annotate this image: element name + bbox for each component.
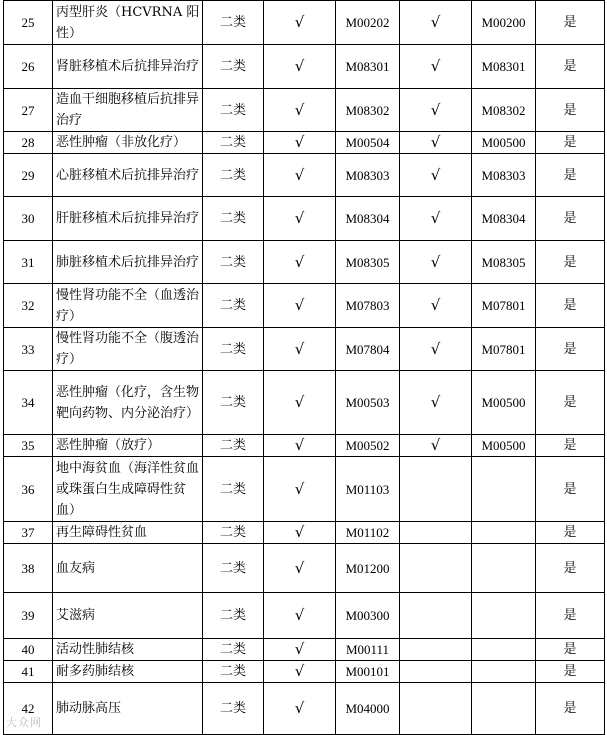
- check-mark-cell: √: [264, 639, 336, 661]
- code-cell: M01103: [336, 457, 400, 522]
- row-number-cell: 28: [4, 132, 53, 154]
- row-number-cell: 36: [4, 457, 53, 522]
- yes-cell: 是: [536, 371, 605, 435]
- category-cell: 二类: [203, 683, 264, 735]
- code-cell: [472, 457, 536, 522]
- row-number-cell: 27: [4, 89, 53, 132]
- code-cell: M00111: [336, 639, 400, 661]
- yes-cell: 是: [536, 154, 605, 197]
- check-mark-cell: √: [264, 197, 336, 241]
- check-mark-cell: √: [400, 328, 472, 371]
- row-number-cell: 39: [4, 593, 53, 639]
- check-mark-cell: [400, 593, 472, 639]
- disease-name-cell: 慢性肾功能不全（血透治疗）: [53, 284, 203, 328]
- category-cell: 二类: [203, 241, 264, 284]
- code-cell: M00101: [336, 661, 400, 683]
- disease-name-cell: 再生障碍性贫血: [53, 522, 203, 544]
- table-row: [4, 284, 605, 328]
- code-cell: M08304: [336, 197, 400, 241]
- code-cell: M08304: [472, 197, 536, 241]
- disease-name-cell: 恶性肿瘤（化疗，含生物靶向药物、内分泌治疗）: [53, 371, 203, 435]
- row-number-cell: 30: [4, 197, 53, 241]
- code-cell: M08303: [336, 154, 400, 197]
- category-cell: 二类: [203, 154, 264, 197]
- row-number-cell: 25: [4, 1, 53, 45]
- check-mark-cell: √: [264, 45, 336, 89]
- disease-name-cell: 心脏移植术后抗排异治疗: [53, 154, 203, 197]
- check-mark-cell: √: [264, 132, 336, 154]
- table-row: [4, 457, 605, 522]
- code-cell: M08301: [336, 45, 400, 89]
- yes-cell: 是: [536, 522, 605, 544]
- disease-name-cell: 活动性肺结核: [53, 639, 203, 661]
- table-row: [4, 132, 605, 154]
- check-mark-cell: √: [400, 132, 472, 154]
- check-mark-cell: √: [264, 593, 336, 639]
- row-number-cell: 33: [4, 328, 53, 371]
- check-mark-cell: [400, 683, 472, 735]
- yes-cell: 是: [536, 435, 605, 457]
- table-row: [4, 639, 605, 661]
- code-cell: [472, 522, 536, 544]
- check-mark-cell: √: [264, 328, 336, 371]
- check-mark-cell: √: [400, 371, 472, 435]
- disease-name-cell: 耐多药肺结核: [53, 661, 203, 683]
- check-mark-cell: √: [264, 544, 336, 593]
- yes-cell: 是: [536, 593, 605, 639]
- category-cell: 二类: [203, 435, 264, 457]
- disease-name-cell: 慢性肾功能不全（腹透治疗）: [53, 328, 203, 371]
- yes-cell: 是: [536, 132, 605, 154]
- check-mark-cell: √: [400, 435, 472, 457]
- check-mark-cell: √: [400, 197, 472, 241]
- disease-name-cell: 血友病: [53, 544, 203, 593]
- row-number-cell: 41: [4, 661, 53, 683]
- category-cell: 二类: [203, 284, 264, 328]
- yes-cell: 是: [536, 328, 605, 371]
- code-cell: [472, 661, 536, 683]
- check-mark-cell: √: [264, 1, 336, 45]
- check-mark-cell: √: [400, 45, 472, 89]
- row-number-cell: 42: [4, 683, 53, 735]
- category-cell: 二类: [203, 1, 264, 45]
- category-cell: 二类: [203, 593, 264, 639]
- row-number-cell: 37: [4, 522, 53, 544]
- code-cell: M08301: [472, 45, 536, 89]
- code-cell: M04000: [336, 683, 400, 735]
- row-number-cell: 34: [4, 371, 53, 435]
- disease-table: [3, 0, 605, 735]
- yes-cell: 是: [536, 639, 605, 661]
- table-row: [4, 241, 605, 284]
- table-row: [4, 661, 605, 683]
- code-cell: M08305: [336, 241, 400, 284]
- check-mark-cell: √: [264, 457, 336, 522]
- check-mark-cell: √: [400, 1, 472, 45]
- watermark-logo: 大众网: [6, 716, 42, 729]
- code-cell: M00500: [472, 371, 536, 435]
- row-number-cell: 38: [4, 544, 53, 593]
- check-mark-cell: √: [400, 154, 472, 197]
- disease-name-cell: 肝脏移植术后抗排异治疗: [53, 197, 203, 241]
- code-cell: M08302: [472, 89, 536, 132]
- disease-name-cell: 恶性肿瘤（放疗）: [53, 435, 203, 457]
- check-mark-cell: √: [400, 284, 472, 328]
- check-mark-cell: √: [400, 89, 472, 132]
- check-mark-cell: √: [400, 241, 472, 284]
- code-cell: [472, 593, 536, 639]
- row-number-cell: 32: [4, 284, 53, 328]
- disease-name-cell: 肾脏移植术后抗排异治疗: [53, 45, 203, 89]
- yes-cell: 是: [536, 284, 605, 328]
- category-cell: 二类: [203, 89, 264, 132]
- category-cell: 二类: [203, 45, 264, 89]
- category-cell: 二类: [203, 132, 264, 154]
- code-cell: M00500: [472, 435, 536, 457]
- check-mark-cell: [400, 522, 472, 544]
- row-number-cell: 40: [4, 639, 53, 661]
- table-row: [4, 544, 605, 593]
- disease-name-cell: 肺脏移植术后抗排异治疗: [53, 241, 203, 284]
- category-cell: 二类: [203, 197, 264, 241]
- code-cell: [472, 544, 536, 593]
- table-body: [4, 1, 605, 735]
- code-cell: M01102: [336, 522, 400, 544]
- check-mark-cell: [400, 661, 472, 683]
- check-mark-cell: √: [264, 284, 336, 328]
- code-cell: M00200: [472, 1, 536, 45]
- row-number-cell: 29: [4, 154, 53, 197]
- check-mark-cell: √: [264, 661, 336, 683]
- code-cell: M00503: [336, 371, 400, 435]
- row-number-cell: 26: [4, 45, 53, 89]
- disease-name-cell: 恶性肿瘤（非放化疗）: [53, 132, 203, 154]
- table-row: [4, 1, 605, 45]
- row-number-cell: 35: [4, 435, 53, 457]
- check-mark-cell: [400, 457, 472, 522]
- table-row: [4, 371, 605, 435]
- code-cell: M01200: [336, 544, 400, 593]
- check-mark-cell: √: [264, 435, 336, 457]
- yes-cell: 是: [536, 457, 605, 522]
- yes-cell: 是: [536, 1, 605, 45]
- code-cell: M08302: [336, 89, 400, 132]
- table-row: [4, 89, 605, 132]
- table-row: [4, 522, 605, 544]
- code-cell: M00500: [472, 132, 536, 154]
- category-cell: 二类: [203, 639, 264, 661]
- disease-name-cell: 丙型肝炎（HCVRNA 阳性）: [53, 1, 203, 45]
- check-mark-cell: √: [264, 683, 336, 735]
- disease-name-cell: 地中海贫血（海洋性贫血或珠蛋白生成障碍性贫血）: [53, 457, 203, 522]
- check-mark-cell: √: [264, 522, 336, 544]
- table-row: [4, 45, 605, 89]
- category-cell: 二类: [203, 457, 264, 522]
- table-row: [4, 154, 605, 197]
- check-mark-cell: √: [264, 154, 336, 197]
- table-row: [4, 683, 605, 735]
- code-cell: M07803: [336, 284, 400, 328]
- row-number-cell: 31: [4, 241, 53, 284]
- table-row: [4, 593, 605, 639]
- yes-cell: 是: [536, 241, 605, 284]
- table-row: [4, 197, 605, 241]
- category-cell: 二类: [203, 522, 264, 544]
- yes-cell: 是: [536, 544, 605, 593]
- yes-cell: 是: [536, 197, 605, 241]
- code-cell: M08303: [472, 154, 536, 197]
- category-cell: 二类: [203, 371, 264, 435]
- code-cell: M07801: [472, 284, 536, 328]
- code-cell: M00504: [336, 132, 400, 154]
- disease-name-cell: 艾滋病: [53, 593, 203, 639]
- code-cell: M00502: [336, 435, 400, 457]
- code-cell: M08305: [472, 241, 536, 284]
- table-row: [4, 435, 605, 457]
- code-cell: [472, 639, 536, 661]
- table-row: [4, 328, 605, 371]
- code-cell: [472, 683, 536, 735]
- check-mark-cell: √: [264, 241, 336, 284]
- code-cell: M07804: [336, 328, 400, 371]
- category-cell: 二类: [203, 328, 264, 371]
- yes-cell: 是: [536, 45, 605, 89]
- yes-cell: 是: [536, 661, 605, 683]
- yes-cell: 是: [536, 683, 605, 735]
- disease-name-cell: 肺动脉高压: [53, 683, 203, 735]
- code-cell: M00202: [336, 1, 400, 45]
- code-cell: M07801: [472, 328, 536, 371]
- check-mark-cell: √: [264, 89, 336, 132]
- check-mark-cell: [400, 639, 472, 661]
- disease-name-cell: 造血干细胞移植后抗排异治疗: [53, 89, 203, 132]
- yes-cell: 是: [536, 89, 605, 132]
- code-cell: M00300: [336, 593, 400, 639]
- category-cell: 二类: [203, 661, 264, 683]
- check-mark-cell: √: [264, 371, 336, 435]
- category-cell: 二类: [203, 544, 264, 593]
- check-mark-cell: [400, 544, 472, 593]
